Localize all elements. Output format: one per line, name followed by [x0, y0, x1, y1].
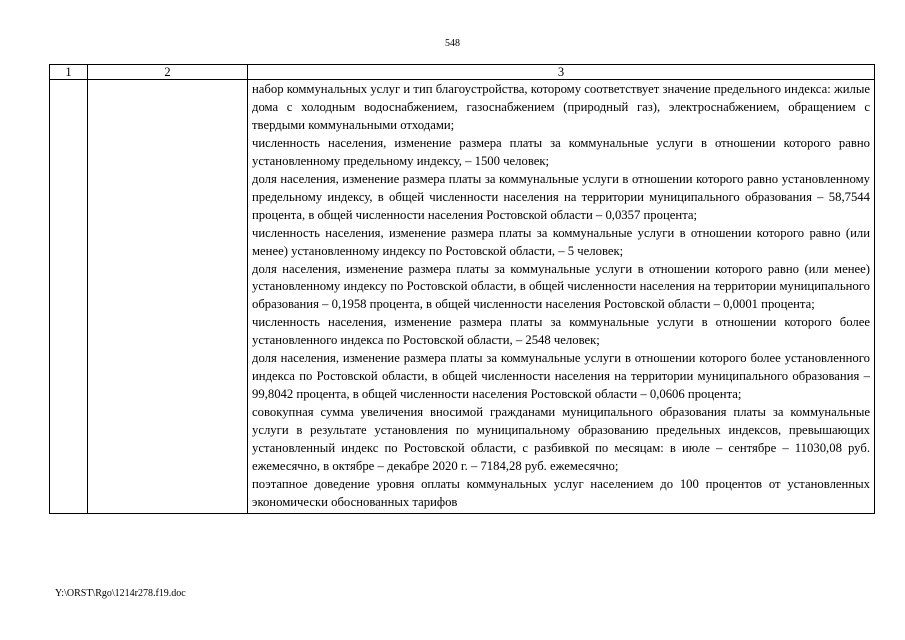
column-header-2: 2: [88, 65, 248, 80]
cell-column-3: [248, 80, 875, 514]
table-row: [50, 80, 875, 514]
cell-column-2: [88, 80, 248, 514]
paragraph-share-regional-index: доля населения, изменение размера платы за коммунальные услуги в отношении которого равно (или менее) установленному индексу по Ростовской области, в общей численности населения на территории муниципального образования – 0,1958 процента, в общей численности населения Ростовской области – 0,0001 процента;: [252, 261, 870, 312]
paragraph-utility-set: набор коммунальных услуг и тип благоустройства, которому соответствует значение предельного индекса: жилые дома с холодным водоснабжением, газоснабжением (природный газ), электроснабжением, обращением с твердыми коммунальными отходами;: [252, 82, 870, 132]
table-header-row: [50, 65, 875, 80]
paragraph-population-equal-index: численность населения, изменение размера платы за коммунальные услуги в отношении которого равно установленному предельному индексу, – 1500 человек;: [252, 135, 870, 168]
column-header-3: 3: [248, 65, 875, 80]
paragraph-total-increase: совокупная сумма увеличения вносимой гражданами муниципального образования платы за коммунальные услуги в результате установления по муниципальному образованию предельных индексов, превышающих установленный индекс по Ростовской области, с разбивкой по месяцам: в июле – сентябре – 11030,08 руб. ежемесячно, в октябре – декабре 2020 г. – 7184,28 руб. ежемесячно;: [252, 405, 870, 474]
page-number: 548: [445, 38, 460, 49]
footer-file-path: Y:\ORST\Rgo\1214r278.f19.doc: [55, 588, 186, 599]
paragraph-population-regional-index: численность населения, изменение размера платы за коммунальные услуги в отношении которого равно (или менее) установленному индексу по Ростовской области, – 5 человек;: [252, 225, 870, 258]
cell-column-1: [50, 80, 88, 514]
paragraph-share-above-index: доля населения, изменение размера платы за коммунальные услуги в отношении которого более установленного индекса по Ростовской области, в общей численности населения на территории муниципального образования – 99,8042 процента, в общей численности населения Ростовской области – 0,0606 процента;: [252, 351, 870, 402]
column-header-1: 1: [50, 65, 88, 80]
paragraph-population-above-index: численность населения, изменение размера платы за коммунальные услуги в отношении которого более установленного индекса по Ростовской области, – 2548 человек;: [252, 315, 870, 348]
paragraph-share-equal-index: доля населения, изменение размера платы за коммунальные услуги в отношении которого равно установленному предельному индексу, в общей численности населения на территории муниципального образования – 58,7544 процента, в общей численности населения Ростовской области – 0,0357 процента;: [252, 171, 870, 222]
paragraph-payment-level: поэтапное доведение уровня оплаты коммунальных услуг населением до 100 процентов от установленных экономически обоснованных тарифов: [252, 476, 870, 509]
content-table: [49, 64, 875, 514]
